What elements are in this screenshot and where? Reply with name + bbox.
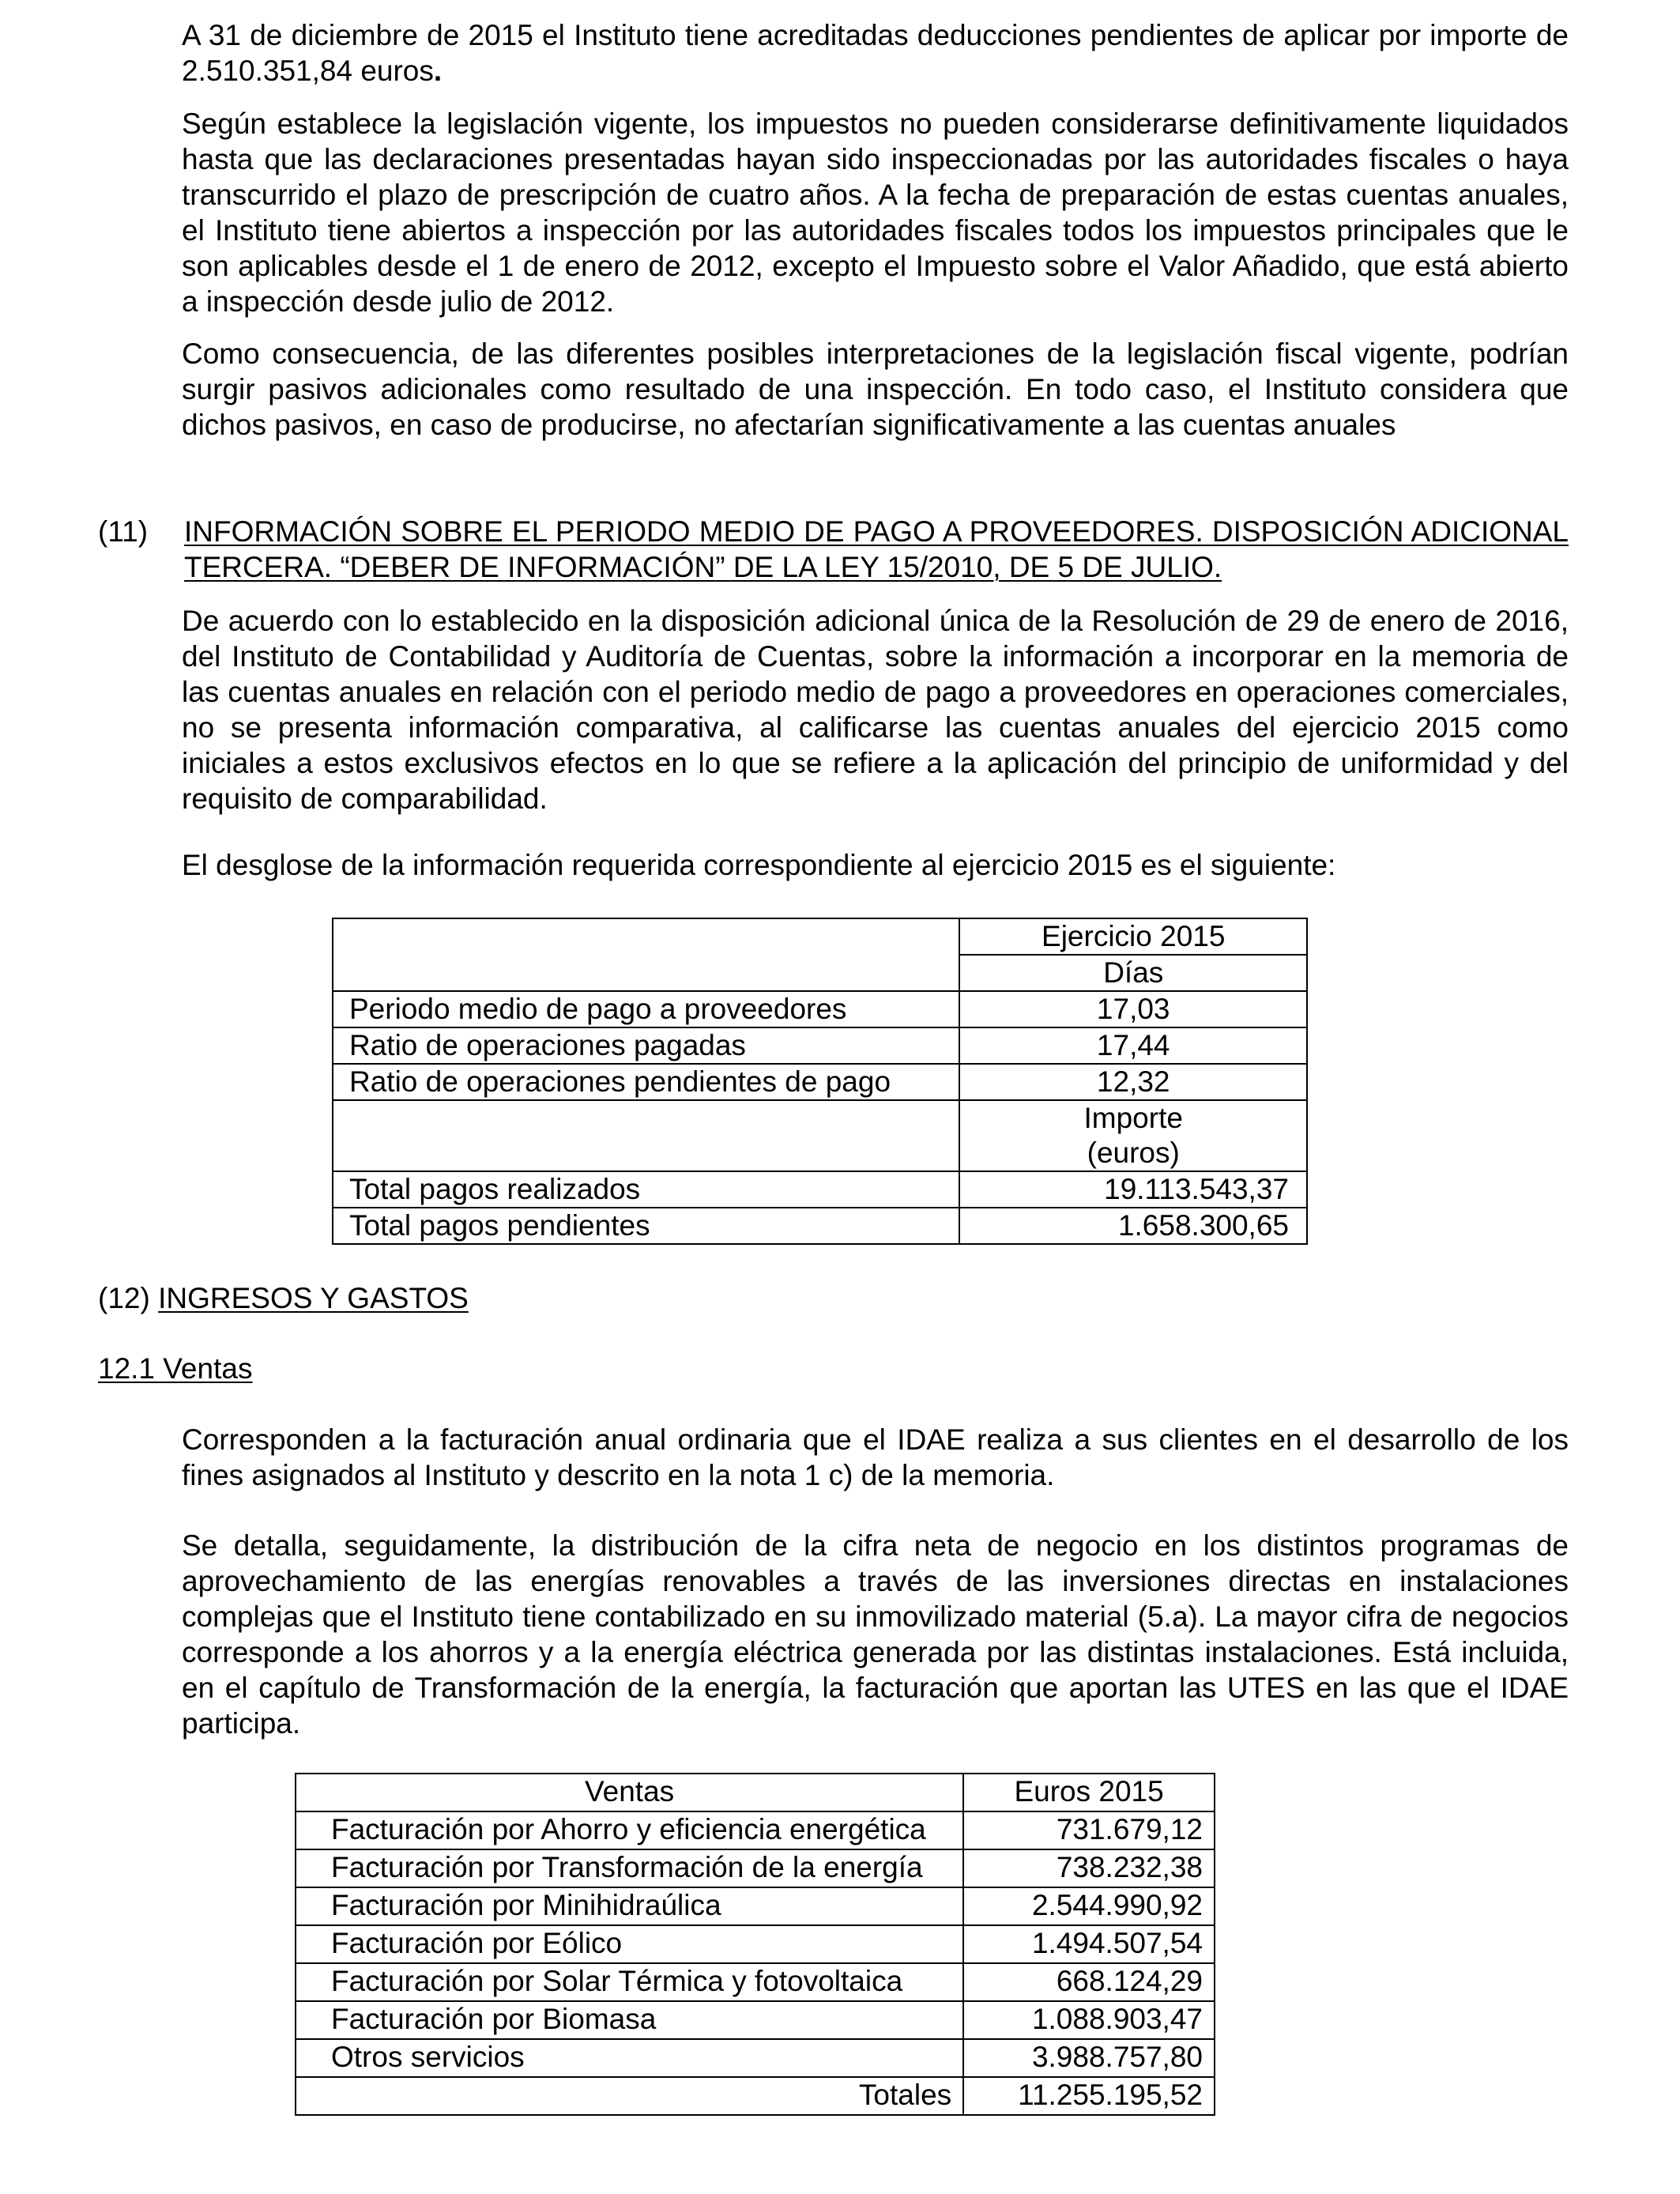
row-label: Facturación por Biomasa bbox=[296, 2001, 963, 2039]
header-importe-line2: (euros) bbox=[1087, 1137, 1180, 1169]
table-row bbox=[296, 2001, 1215, 2039]
section-11-paragraph-1: De acuerdo con lo establecido en la disposición adicional única de la Resolución de 29 de enero de 2016, del Instituto de Contabilidad y Auditoría de Cuentas, sobre la información a incorporar en la memoria de las cuentas anuales en relación con el periodo medio de pago a proveedores en operaciones comerciales, no se presenta información comparativa, al calificarse las cuentas anuales del ejercicio 2015 como iniciales a estos exclusivos efectos en lo que se refiere a la aplicación del principio de uniformidad y del requisito de comparabilidad. bbox=[182, 605, 1569, 815]
row-label: Total pagos pendientes bbox=[333, 1208, 959, 1244]
intro-p1-text: A 31 de diciembre de 2015 el Instituto tiene acreditadas deducciones pendientes de aplicar por importe de bbox=[182, 19, 1569, 51]
intro-paragraph-3: Como consecuencia, de las diferentes posibles interpretaciones de la legislación fiscal vigente, podrían surgir pasivos adicionales como resultado de una inspección. En todo caso, el Instituto considera que dichos pasivos, en caso de producirse, no afectarían significativamente a las cuentas anuales bbox=[182, 337, 1569, 441]
section-11-paragraph-2: El desglose de la información requerida correspondiente al ejercicio 2015 es el siguiente: bbox=[182, 849, 1336, 881]
row-label: Otros servicios bbox=[296, 2039, 963, 2077]
section-12-paragraph-1: Corresponden a la facturación anual ordinaria que el IDAE realiza a sus clientes en el desarrollo de los fines asignados al Instituto y descrito en la nota 1 c) de la memoria. bbox=[182, 1423, 1569, 1491]
row-value: 17,03 bbox=[959, 991, 1307, 1027]
row-value: 19.113.543,37 bbox=[959, 1171, 1307, 1208]
row-label: Facturación por Minihidraúlica bbox=[296, 1887, 963, 1925]
header-dias: Días bbox=[959, 955, 1307, 991]
total-value: 11.255.195,52 bbox=[963, 2077, 1215, 2115]
header-importe bbox=[959, 1100, 1307, 1171]
section-12-title: INGRESOS Y GASTOS bbox=[158, 1282, 469, 1314]
row-label: Facturación por Transformación de la energía bbox=[296, 1849, 963, 1887]
row-label: Periodo medio de pago a proveedores bbox=[333, 991, 959, 1027]
table-row bbox=[333, 1027, 1307, 1064]
row-label: Ratio de operaciones pendientes de pago bbox=[333, 1064, 959, 1100]
table-header-row bbox=[333, 918, 1307, 955]
section-11-title: INFORMACIÓN SOBRE EL PERIODO MEDIO DE PAGO A PROVEEDORES. DISPOSICIÓN ADICIONAL TERCERA. “DEBER DE INFORMACIÓN” DE LA LEY 15/2010, DE 5 DE JULIO. bbox=[184, 515, 1569, 583]
header-importe-line1: Importe bbox=[1083, 1102, 1183, 1134]
intro-paragraph-2: Según establece la legislación vigente, los impuestos no pueden considerarse definitivamente liquidados hasta que las declaraciones presentadas hayan sido inspeccionadas por las autoridades fiscales o haya transcurrido el plazo de prescripción de cuatro años. A la fecha de preparación de estas cuentas anuales, el Instituto tiene abiertos a inspección por las autoridades fiscales todos los impuestos principales que le son aplicables desde el 1 de enero de 2012, excepto el Impuesto sobre el Valor Añadido, que está abierto a inspección desde julio de 2012. bbox=[182, 107, 1569, 318]
header-ejercicio: Ejercicio 2015 bbox=[959, 918, 1307, 955]
sales-table bbox=[295, 1773, 1215, 2116]
header-euros-2015: Euros 2015 bbox=[963, 1774, 1215, 1811]
table-row bbox=[333, 1171, 1307, 1208]
row-value: 1.494.507,54 bbox=[963, 1925, 1215, 1963]
row-value: 1.658.300,65 bbox=[959, 1208, 1307, 1244]
row-value: 668.124,29 bbox=[963, 1963, 1215, 2001]
total-label: Totales bbox=[296, 2077, 963, 2115]
table-row bbox=[333, 1064, 1307, 1100]
table-row bbox=[296, 1963, 1215, 2001]
row-value: 1.088.903,47 bbox=[963, 2001, 1215, 2039]
row-label: Total pagos realizados bbox=[333, 1171, 959, 1208]
row-value: 12,32 bbox=[959, 1064, 1307, 1100]
row-value: 3.988.757,80 bbox=[963, 2039, 1215, 2077]
table-row bbox=[296, 1811, 1215, 1849]
payment-period-table bbox=[332, 918, 1308, 1245]
row-label: Facturación por Ahorro y eficiencia energética bbox=[296, 1811, 963, 1849]
table-row bbox=[296, 1925, 1215, 1963]
table-header-row bbox=[333, 1100, 1307, 1171]
row-label: Ratio de operaciones pagadas bbox=[333, 1027, 959, 1064]
table-row bbox=[333, 1208, 1307, 1244]
row-value: 17,44 bbox=[959, 1027, 1307, 1064]
row-label: Facturación por Solar Térmica y fotovoltaica bbox=[296, 1963, 963, 2001]
row-label: Facturación por Eólico bbox=[296, 1925, 963, 1963]
section-12-heading bbox=[98, 1280, 469, 1316]
table-row bbox=[296, 1849, 1215, 1887]
table-row bbox=[296, 1887, 1215, 1925]
intro-p1-period: . bbox=[433, 55, 443, 87]
section-11-number: (11) bbox=[98, 515, 149, 548]
row-value: 2.544.990,92 bbox=[963, 1887, 1215, 1925]
row-value: 738.232,38 bbox=[963, 1849, 1215, 1887]
section-12-paragraph-2: Se detalla, seguidamente, la distribución de la cifra neta de negocio en los distintos programas de aprovechamiento de las energías renovables a través de las inversiones directas en instalaciones complejas que el Instituto tiene contabilizado en su inmovilizado material (5.a). La mayor cifra de negocios corresponde a los ahorros y a la energía eléctrica generada por las distintas instalaciones. Está incluida, en el capítulo de Transformación de la energía, la facturación que aportan las UTES en las que el IDAE participa. bbox=[182, 1529, 1569, 1740]
table-row bbox=[333, 991, 1307, 1027]
intro-paragraph-1 bbox=[182, 17, 1569, 89]
table-header-row bbox=[333, 955, 1307, 991]
table-cell-empty bbox=[333, 1100, 959, 1171]
table-header-row bbox=[296, 1774, 1215, 1811]
row-value: 731.679,12 bbox=[963, 1811, 1215, 1849]
table-total-row bbox=[296, 2077, 1215, 2115]
subsection-12-1-title: 12.1 Ventas bbox=[98, 1352, 253, 1385]
header-ventas: Ventas bbox=[296, 1774, 963, 1811]
table-row bbox=[296, 2039, 1215, 2077]
deductions-amount: 2.510.351,84 euros bbox=[182, 55, 434, 87]
table-cell-empty bbox=[333, 955, 959, 991]
section-12-number: (12) bbox=[98, 1282, 150, 1314]
table-cell-empty bbox=[333, 918, 959, 955]
